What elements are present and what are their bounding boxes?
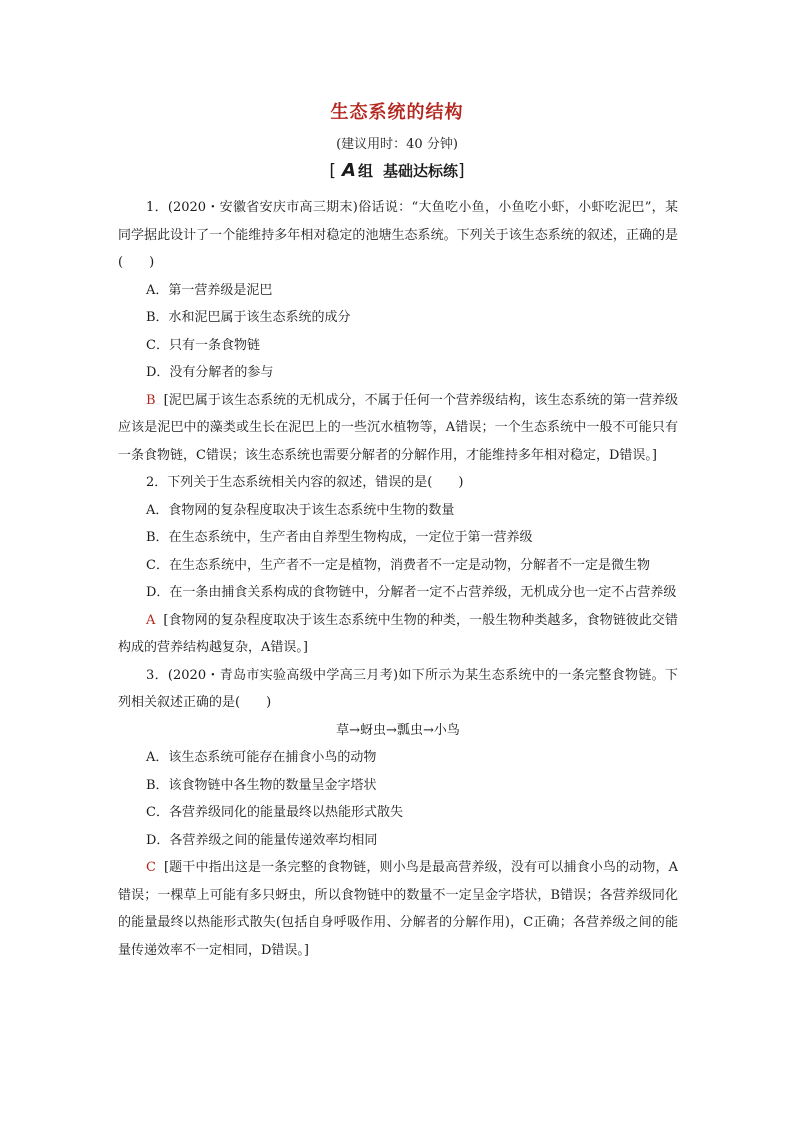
suggested-time: (建议用时：40 分钟)	[336, 137, 458, 152]
group-heading	[0, 160, 794, 181]
question-2-option-b: B．在生态系统中，生产者由自养型生物构成，一定位于第一营养级	[146, 530, 533, 545]
question-3-explanation	[118, 854, 678, 964]
open-bracket: [	[329, 161, 337, 181]
question-1-option-c: C．只有一条食物链	[146, 337, 260, 353]
question-2-option-a: A．食物网的复杂程度取决于该生态系统中生物的数量	[146, 502, 455, 518]
group-letter: A	[342, 160, 356, 181]
group-label: 组	[357, 162, 373, 180]
question-3-stem: 3．(2020・青岛市实验高级中学高三月考)如下所示为某生态系统中的一条完整食物链。下列相关叙述正确的是( )	[118, 667, 678, 710]
page-title: 生态系统的结构	[330, 102, 464, 123]
question-1-answer: B	[146, 392, 156, 408]
question-1-explanation	[118, 387, 678, 470]
question-2-explanation	[118, 607, 678, 662]
food-chain: 草→蚜虫→瓢虫→小鸟	[336, 722, 460, 738]
question-2-option-c: C．在生态系统中，生产者不一定是植物，消费者不一定是动物，分解者不一定是微生物	[146, 557, 650, 573]
question-2-option-d: D．在一条由捕食关系构成的食物链中，分解者一定不占营养级，无机成分也一定不占营养级	[146, 585, 677, 600]
close-bracket: ]	[457, 161, 465, 181]
question-2-explanation-text: [食物网的复杂程度取决于该生态系统中生物的种类，一般生物种类越多，食物链彼此交错构成的营养结构越复杂，A错误。]	[118, 612, 678, 655]
question-1-option-d: D．没有分解者的参与	[146, 365, 274, 380]
question-2-stem: 2．下列关于生态系统相关内容的叙述，错误的是( )	[146, 475, 464, 490]
question-3-explanation-text: [题干中指出这是一条完整的食物链，则小鸟是最高营养级，没有可以捕食小鸟的动物，A错误；一棵草上可能有多只蚜虫，所以食物链中的数量不一定呈金字塔状，B错误；各营养级同化的能量最终以热能形式散失(包括自身呼吸作用、分解者的分解作用)，C正确；各营养级之间的能量传递效率不一定相同，D错误。]	[118, 860, 678, 958]
question-1-option-b: B．水和泥巴属于该生态系统的成分	[146, 310, 351, 325]
question-1-stem: 1．(2020・安徽省安庆市高三期末)俗话说：“大鱼吃小鱼，小鱼吃小虾，小虾吃泥巴”，某同学据此设计了一个能维持多年相对稳定的池塘生态系统。下列关于该生态系统的叙述，正确的是( )	[118, 200, 678, 270]
question-3-option-a: A．该生态系统可能存在捕食小鸟的动物	[146, 750, 377, 765]
question-2-answer: A	[146, 612, 156, 628]
question-3-answer: C	[146, 860, 156, 875]
question-3-option-b: B．该食物链中各生物的数量呈金字塔状	[146, 777, 377, 793]
group-name: 基础达标练	[382, 162, 458, 180]
question-1-explanation-text: [泥巴属于该生态系统的无机成分，不属于任何一个营养级结构，该生态系统的第一营养级应该是泥巴中的藻类或生长在泥巴上的一些沉水植物等，A错误；一个生态系统中一般不可能只有一条食物链，C错误；该生态系统也需要分解者的分解作用，才能维持多年相对稳定，D错误。]	[118, 392, 678, 463]
question-3-option-c: C．各营养级同化的能量最终以热能形式散失	[146, 805, 403, 820]
question-3-option-d: D．各营养级之间的能量传递效率均相同	[146, 832, 378, 848]
question-list	[118, 194, 678, 964]
question-1-option-a: A．第一营养级是泥巴	[146, 282, 273, 298]
